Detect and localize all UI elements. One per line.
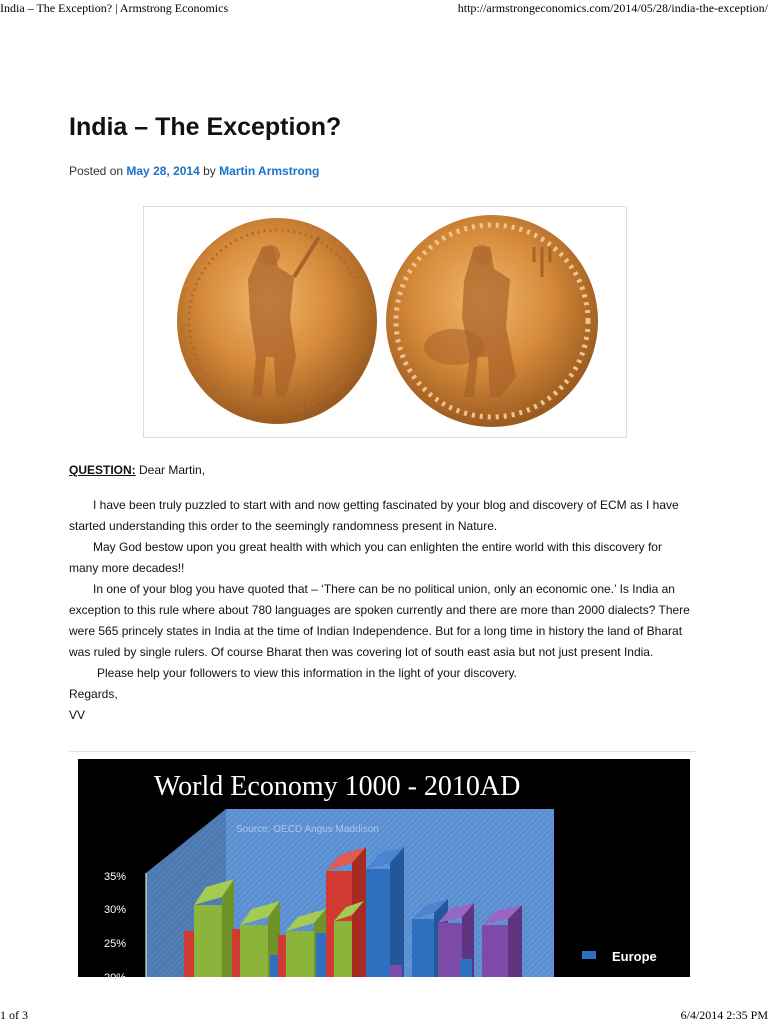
author-link[interactable]: Martin Armstrong	[219, 164, 320, 178]
by-label: by	[203, 164, 216, 178]
signature: VV	[69, 708, 86, 722]
article-body	[69, 460, 694, 726]
paragraph-4: Please help your followers to view this information in the light of your discovery.	[97, 666, 517, 680]
bar-purple-2	[390, 965, 402, 977]
divider	[69, 751, 696, 752]
print-header-title: India – The Exception? | Armstrong Economics	[0, 1, 229, 15]
print-header-url[interactable]: http://armstrongeconomics.com/2014/05/28/india-the-exception/	[457, 1, 768, 15]
legend-label-europe: Europe	[612, 949, 657, 964]
post-meta	[69, 164, 319, 178]
question-label: QUESTION:	[69, 463, 136, 477]
y-tick-30: 30%	[104, 904, 127, 916]
post-date-link[interactable]: May 28, 2014	[126, 164, 200, 178]
chart-subtitle: Source: OECD Angus Maddison	[236, 824, 379, 835]
y-tick-35: 35%	[104, 871, 127, 883]
y-tick-20: 20%	[104, 972, 127, 984]
article-title: India – The Exception?	[69, 113, 342, 141]
coin-image	[143, 206, 627, 438]
print-datetime: 6/4/2014 2:35 PM	[680, 1008, 768, 1022]
posted-on-label: Posted on	[69, 164, 124, 178]
page-number: 1 of 3	[0, 1008, 28, 1022]
greeting: Dear Martin,	[139, 463, 206, 477]
paragraph-1: I have been truly puzzled to start with and now getting fascinated by your blog and discovery of ECM as I have started understanding this order to the seemingly randomness present in Nature.	[69, 498, 679, 533]
bar-blue-2	[316, 933, 326, 977]
chart-title: World Economy 1000 - 2010AD	[154, 771, 521, 802]
gold-coins-illustration	[144, 207, 626, 437]
legend-swatch-europe	[582, 951, 596, 959]
paragraph-2: May God bestow upon you great health with which you can enlighten the entire world with this discovery for many more decades!!	[69, 540, 662, 575]
y-tick-25: 25%	[104, 938, 127, 950]
chart-svg	[78, 759, 690, 984]
question-line	[69, 460, 694, 481]
print-header	[0, 0, 768, 16]
world-economy-chart	[78, 759, 690, 984]
paragraph-3: In one of your blog you have quoted that – ‘There can be no political union, only an economic one.’ Is India an exception to this rule where about 780 languages are spoken currently and there are more than 2000 dialects? There were 565 princely states in India at the time of Indian Independence. But for a long time in history the land of Bharat was ruled by single rulers. Of course Bharat then was covering lot of south east asia but not just present India.	[69, 582, 690, 659]
bar-blue-5	[460, 959, 472, 977]
regards: Regards,	[69, 687, 118, 701]
bar-red-1	[184, 931, 194, 977]
